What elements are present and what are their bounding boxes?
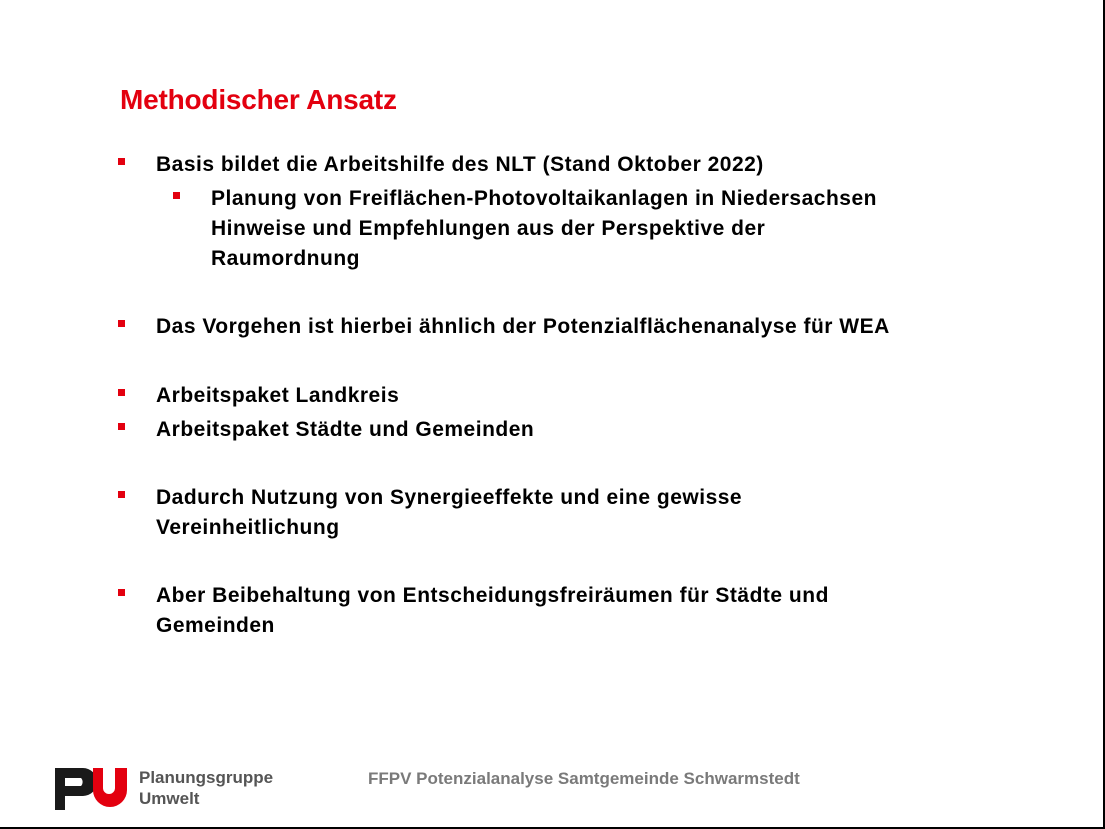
planungsgruppe-umwelt-logo-icon bbox=[55, 766, 129, 810]
bullet-text: Basis bildet die Arbeitshilfe des NLT (Stand Oktober 2022) bbox=[156, 153, 764, 176]
bullet-marker-icon bbox=[118, 491, 125, 498]
bullet-item bbox=[156, 312, 890, 342]
slide-title: Methodischer Ansatz bbox=[120, 84, 397, 115]
bullet-marker-icon bbox=[118, 389, 125, 396]
bullet-item bbox=[156, 415, 534, 445]
bullet-text: Gemeinden bbox=[156, 614, 275, 637]
bullet-item bbox=[156, 150, 764, 180]
bullet-text: Raumordnung bbox=[211, 247, 360, 270]
bullet-text: Arbeitspaket Städte und Gemeinden bbox=[156, 418, 535, 441]
bullet-text: Arbeitspaket Landkreis bbox=[156, 384, 400, 407]
bullet-item bbox=[156, 581, 829, 641]
footer-organization bbox=[139, 767, 273, 809]
bullet-text: Aber Beibehaltung von Entscheidungsfreiräumen für Städte und bbox=[156, 584, 829, 607]
bullet-marker-icon bbox=[118, 320, 125, 327]
bullet-marker-icon bbox=[118, 423, 125, 430]
bullet-text: Hinweise und Empfehlungen aus der Perspektive der bbox=[211, 217, 766, 240]
bullet-text: Planung von Freiflächen-Photovoltaikanlagen in Niedersachsen bbox=[211, 187, 877, 210]
bullet-item bbox=[156, 483, 742, 543]
footer-caption: FFPV Potenzialanalyse Samtgemeinde Schwarmstedt bbox=[368, 769, 800, 788]
bullet-text: Vereinheitlichung bbox=[156, 516, 340, 539]
sub-bullet-item bbox=[211, 184, 877, 274]
bullet-text: Dadurch Nutzung von Synergieeffekte und eine gewisse bbox=[156, 486, 743, 509]
bullet-marker-icon bbox=[118, 158, 125, 165]
bullet-marker-icon bbox=[118, 589, 125, 596]
bullet-item bbox=[156, 381, 399, 411]
bullet-text: Das Vorgehen ist hierbei ähnlich der Potenzialflächenanalyse für WEA bbox=[156, 315, 890, 338]
bullet-marker-icon bbox=[173, 192, 180, 199]
footer-org-line: Planungsgruppe bbox=[139, 768, 274, 787]
footer-org-line: Umwelt bbox=[139, 789, 200, 808]
